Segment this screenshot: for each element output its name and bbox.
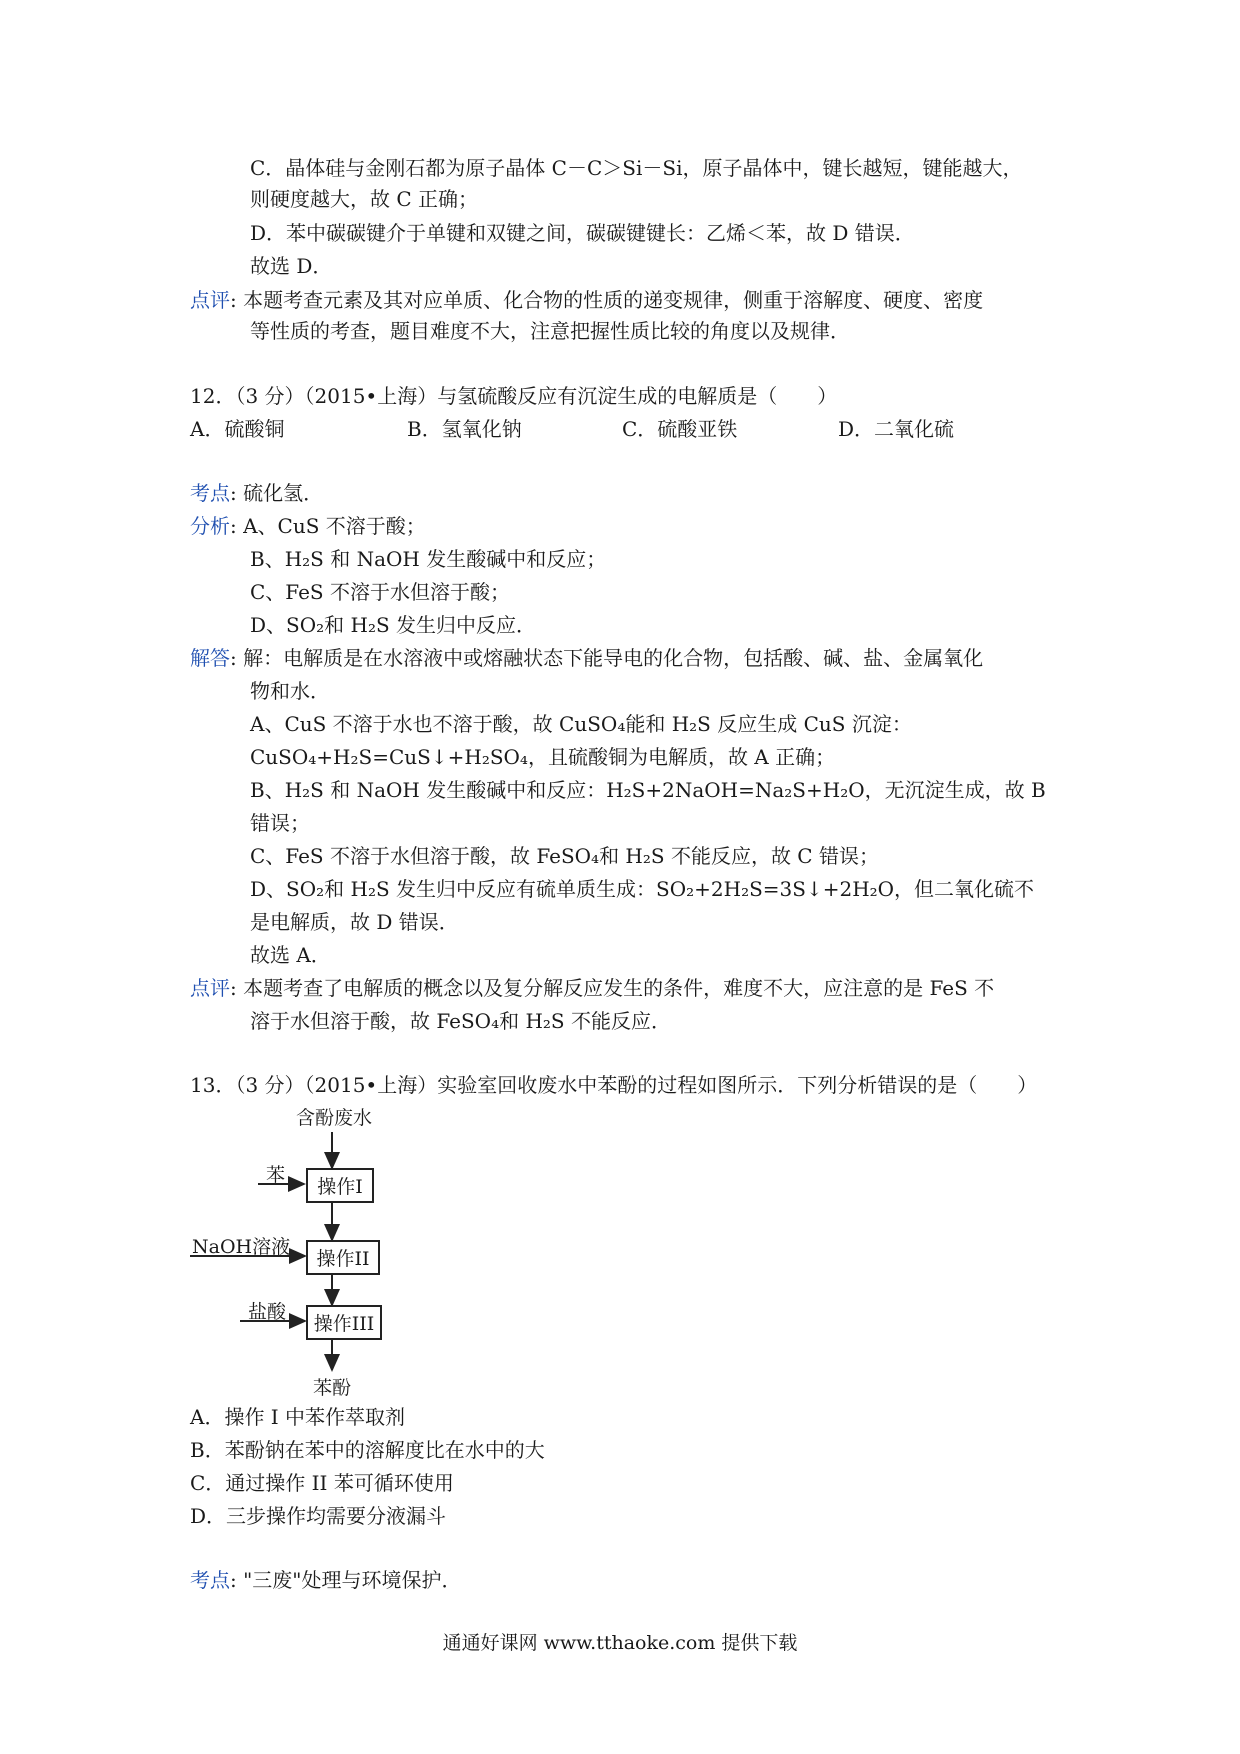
flow-reagent2-label: NaOH溶液 [192,1236,291,1258]
q12-stem: 12．（3 分）（2015•上海）与氢硫酸反应有沉淀生成的电解质是（ ） [190,384,838,408]
q12-fenxi-line3: C、FeS 不溶于水但溶于酸； [250,580,510,604]
q12-jieda-line7: C、FeS 不溶于水但溶于酸，故 FeSO₄和 H₂S 不能反应，故 C 错误； [250,844,879,868]
q12-jieda-line6: 错误； [250,811,310,835]
q13-option-a: A．操作 I 中苯作萃取剂 [190,1405,406,1429]
flow-output-label: 苯酚 [313,1377,352,1399]
fenxi-label: 分析 [190,514,230,538]
q13-option-c: C．通过操作 II 苯可循环使用 [190,1471,454,1495]
q12-jieda-line2: 物和水． [250,679,330,703]
q11-option-c-line1: C．晶体硅与金刚石都为原子晶体 C－C＞Si－Si，原子晶体中，键长越短，键能越大， [250,156,1023,180]
flow-op2-box: 操作II [306,1240,380,1275]
q12-jieda-line10: 故选 A． [250,943,331,967]
flow-reagent1-label: 苯 [266,1164,286,1186]
flow-input-label: 含酚废水 [296,1107,373,1129]
q12-jieda-line4: CuSO₄+H₂S=CuS↓+H₂SO₄，且硫酸铜为电解质，故 A 正确； [250,745,836,769]
q12-fenxi-line1: 分析: A、CuS 不溶于酸； [190,514,426,538]
kaodian-label: 考点 [190,1568,230,1592]
q12-fenxi-line4: D、SO₂和 H₂S 发生归中反应． [250,613,537,637]
comment-label: 点评 [190,288,230,312]
kaodian-label: 考点 [190,481,230,505]
q13-option-d: D．三步操作均需要分液漏斗 [190,1504,447,1528]
q12-jieda-line5: B、H₂S 和 NaOH 发生酸碱中和反应：H₂S+2NaOH=Na₂S+H₂O，无沉淀生成，故 B [250,778,1046,802]
q11-option-d-line: D．苯中碳碳键介于单键和双键之间，碳碳键键长：乙烯＜苯，故 D 错误． [250,221,915,245]
q12-fenxi-line2: B、H₂S 和 NaOH 发生酸碱中和反应； [250,547,607,571]
q11-choice: 故选 D． [250,254,333,278]
q11-comment-line2: 等性质的考查，题目难度不大，注意把握性质比较的角度以及规律． [250,319,850,343]
q12-jieda-line9: 是电解质，故 D 错误． [250,910,459,934]
q12-dianping-line2: 溶于水但溶于酸，故 FeSO₄和 H₂S 不能反应． [250,1009,671,1033]
q11-option-c-line2: 则硬度越大，故 C 正确； [250,187,479,211]
q13-kaodian: 考点: "三废"处理与环境保护． [190,1568,462,1592]
q11-comment-line1: 点评: 本题考查元素及其对应单质、化合物的性质的递变规律，侧重于溶解度、硬度、密度 [190,288,984,312]
jieda-label: 解答 [190,646,230,670]
q13-stem: 13．（3 分）（2015•上海）实验室回收废水中苯酚的过程如图所示．下列分析错误的是（ ） [190,1073,1038,1097]
dianping-label: 点评 [190,976,230,1000]
q12-option-c: C．硫酸亚铁 [622,417,738,441]
q12-dianping-line1: 点评: 本题考查了电解质的概念以及复分解反应发生的条件，难度不大，应注意的是 FeS 不 [190,976,995,1000]
q12-jieda-line3: A、CuS 不溶于水也不溶于酸，故 CuSO₄能和 H₂S 反应生成 CuS 沉淀： [250,712,912,736]
q12-jieda-line8: D、SO₂和 H₂S 发生归中反应有硫单质生成：SO₂+2H₂S=3S↓+2H₂O，但二氧化硫不 [250,877,1035,901]
q12-option-d: D．二氧化硫 [838,417,955,441]
page-footer: 通通好课网 www.tthaoke.com 提供下载 [442,1632,798,1654]
flow-op3-box: 操作III [306,1305,382,1340]
q12-option-b: B．氢氧化钠 [407,417,522,441]
q13-option-b: B．苯酚钠在苯中的溶解度比在水中的大 [190,1438,545,1462]
q12-kaodian: 考点: 硫化氢． [190,481,324,505]
flow-op1-box: 操作I [306,1168,374,1203]
flow-reagent3-label: 盐酸 [248,1301,287,1323]
q12-option-a: A．硫酸铜 [190,417,285,441]
q12-jieda-line1: 解答: 解：电解质是在水溶液中或熔融状态下能导电的化合物，包括酸、碱、盐、金属氧化 [190,646,984,670]
